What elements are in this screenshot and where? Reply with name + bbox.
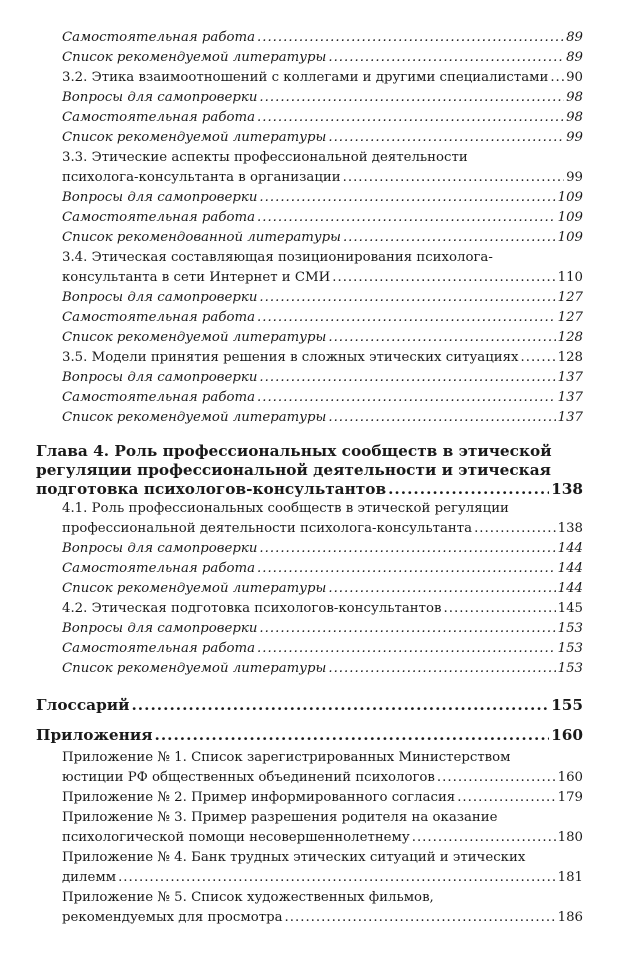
- dot-leader: [550, 68, 564, 88]
- dot-leader: [259, 368, 555, 388]
- entry-title: Самостоятельная работа: [62, 110, 255, 125]
- chapter-entry[interactable]: [36, 693, 583, 718]
- page-number: 127: [557, 290, 583, 305]
- entry-title: 3.2. Этика взаимоотношений с коллегами и другими специалистами: [62, 70, 549, 85]
- dot-leader: [328, 128, 564, 148]
- toc-entry[interactable]: [62, 48, 583, 68]
- entry-title-line: Глава 4. Роль профессиональных сообществ в этической: [36, 442, 552, 460]
- dot-leader: [259, 288, 555, 308]
- entry-title: психологической помощи несовершеннолетнему: [62, 830, 410, 845]
- entry-title-line: 3.3. Этические аспекты профессиональной деятельности: [62, 150, 468, 165]
- entry-title: Список рекомендуемой литературы: [62, 130, 327, 145]
- dot-leader: [328, 328, 555, 348]
- toc-entry[interactable]: [62, 808, 583, 848]
- page-number: 99: [566, 130, 583, 145]
- dot-leader: [155, 723, 550, 748]
- dot-leader: [388, 480, 549, 499]
- toc-entry[interactable]: [62, 128, 583, 148]
- dot-leader: [257, 308, 556, 328]
- dot-leader: [285, 908, 556, 928]
- entry-title: Список рекомендуемой литературы: [62, 410, 327, 425]
- dot-leader: [259, 619, 555, 639]
- page-number: 137: [557, 370, 583, 385]
- dot-leader: [521, 348, 556, 368]
- toc-entry[interactable]: [62, 539, 583, 559]
- dot-leader: [343, 168, 564, 188]
- entry-title: Глоссарий: [36, 696, 130, 714]
- entry-title: 4.2. Этическая подготовка психологов-консультантов: [62, 601, 442, 616]
- page-number: 137: [557, 390, 583, 405]
- entry-title: Вопросы для самопроверки: [62, 370, 258, 385]
- page-number: 144: [557, 541, 583, 556]
- toc-entry[interactable]: [62, 348, 583, 368]
- dot-leader: [474, 519, 556, 539]
- toc-entry[interactable]: [62, 68, 583, 88]
- toc-entry[interactable]: [62, 108, 583, 128]
- entry-last-line: [62, 268, 583, 288]
- toc-entry[interactable]: [62, 248, 583, 288]
- entry-title: Вопросы для самопроверки: [62, 190, 258, 205]
- entry-title: консультанта в сети Интернет и СМИ: [62, 270, 331, 285]
- toc-entry[interactable]: [62, 308, 583, 328]
- entry-title-line: Приложение № 1. Список зарегистрированных Министерством: [62, 750, 511, 765]
- toc-entry[interactable]: [62, 848, 583, 888]
- entry-title-line: регуляции профессиональной деятельности и этическая: [36, 461, 551, 479]
- dot-leader: [444, 599, 556, 619]
- page-number: 180: [557, 830, 583, 845]
- entry-title: Самостоятельная работа: [62, 30, 255, 45]
- page-number: 153: [557, 661, 583, 676]
- entry-title-line: Приложение № 4. Банк трудных этических ситуаций и этических: [62, 850, 526, 865]
- entry-title: Самостоятельная работа: [62, 210, 255, 225]
- dot-leader: [118, 868, 556, 888]
- dot-leader: [257, 388, 556, 408]
- toc-entry[interactable]: [62, 28, 583, 48]
- dot-leader: [257, 108, 564, 128]
- page-number: 153: [557, 641, 583, 656]
- dot-leader: [257, 639, 556, 659]
- toc-entry[interactable]: [62, 88, 583, 108]
- entry-last-line: [62, 868, 583, 888]
- entry-title: Самостоятельная работа: [62, 561, 255, 576]
- dot-leader: [412, 828, 556, 848]
- entry-title: 3.5. Модели принятия решения в сложных этических ситуациях: [62, 350, 519, 365]
- dot-leader: [131, 693, 549, 718]
- entry-title-line: Приложение № 3. Пример разрешения родителя на оказание: [62, 810, 498, 825]
- page-number: 109: [557, 210, 583, 225]
- toc-entry[interactable]: [62, 559, 583, 579]
- page-number: 160: [557, 770, 583, 785]
- page-number: 138: [557, 521, 583, 536]
- entry-title: рекомендуемых для просмотра: [62, 910, 283, 925]
- entry-title-line: Приложение № 5. Список художественных фильмов,: [62, 890, 434, 905]
- page-number: 127: [557, 310, 583, 325]
- dot-leader: [259, 188, 555, 208]
- table-of-contents: [36, 28, 583, 928]
- toc-entry[interactable]: [62, 579, 583, 599]
- page-number: 155: [551, 696, 583, 714]
- entry-title: Вопросы для самопроверки: [62, 90, 258, 105]
- page-number: 89: [566, 30, 583, 45]
- dot-leader: [257, 208, 556, 228]
- page-number: 109: [557, 230, 583, 245]
- dot-leader: [437, 768, 556, 788]
- entry-title: Список рекомендуемой литературы: [62, 661, 327, 676]
- entry-title: Список рекомендуемой литературы: [62, 330, 327, 345]
- dot-leader: [257, 559, 556, 579]
- entry-title: юстиции РФ общественных объединений психологов: [62, 770, 435, 785]
- page-number: 145: [557, 601, 583, 616]
- toc-entry[interactable]: [62, 328, 583, 348]
- dot-leader: [328, 408, 555, 428]
- toc-entry[interactable]: [62, 599, 583, 619]
- page-number: 138: [551, 480, 583, 498]
- page-number: 90: [566, 70, 583, 85]
- entry-title: дилемм: [62, 870, 117, 885]
- toc-entry[interactable]: [62, 188, 583, 208]
- toc-entry[interactable]: [62, 659, 583, 679]
- dot-leader: [328, 659, 555, 679]
- entry-last-line: [62, 168, 583, 188]
- spacer: [36, 679, 583, 693]
- toc-entry[interactable]: [62, 288, 583, 308]
- dot-leader: [259, 539, 555, 559]
- dot-leader: [457, 788, 555, 808]
- dot-leader: [343, 228, 556, 248]
- entry-title: Приложения: [36, 726, 153, 744]
- page-number: 128: [557, 330, 583, 345]
- entry-title: Вопросы для самопроверки: [62, 290, 258, 305]
- toc-entry[interactable]: [62, 228, 583, 248]
- spacer: [36, 428, 583, 442]
- toc-entry[interactable]: [62, 788, 583, 808]
- toc-entry[interactable]: [62, 368, 583, 388]
- page-number: 109: [557, 190, 583, 205]
- toc-entry[interactable]: [62, 499, 583, 539]
- dot-leader: [259, 88, 564, 108]
- entry-last-line: [62, 908, 583, 928]
- dot-leader: [328, 48, 564, 68]
- toc-entry[interactable]: [62, 388, 583, 408]
- toc-entry[interactable]: [62, 888, 583, 928]
- entry-title: подготовка психологов-консультантов: [36, 480, 387, 498]
- dot-leader: [328, 579, 555, 599]
- page-number: 144: [557, 561, 583, 576]
- entry-last-line: [62, 519, 583, 539]
- entry-title-line: 3.4. Этическая составляющая позиционирования психолога-: [62, 250, 493, 265]
- entry-title: Список рекомендуемой литературы: [62, 50, 327, 65]
- toc-entry[interactable]: [62, 408, 583, 428]
- entry-title: Самостоятельная работа: [62, 390, 255, 405]
- page-number: 128: [557, 350, 583, 365]
- page-number: 186: [557, 910, 583, 925]
- page-number: 98: [566, 90, 583, 105]
- entry-title: Вопросы для самопроверки: [62, 621, 258, 636]
- page-number: 110: [557, 270, 583, 285]
- entry-title: Приложение № 2. Пример информированного согласия: [62, 790, 456, 805]
- chapter-entry[interactable]: [36, 723, 583, 748]
- entry-last-line: [36, 480, 583, 499]
- entry-title: Вопросы для самопроверки: [62, 541, 258, 556]
- entry-title: профессиональной деятельности психолога-консультанта: [62, 521, 473, 536]
- toc-entry[interactable]: [62, 208, 583, 228]
- dot-leader: [257, 28, 564, 48]
- page-number: 181: [557, 870, 583, 885]
- dot-leader: [332, 268, 555, 288]
- toc-entry[interactable]: [62, 148, 583, 188]
- entry-title: Самостоятельная работа: [62, 310, 255, 325]
- entry-title-line: 4.1. Роль профессиональных сообществ в этической регуляции: [62, 501, 509, 516]
- entry-title: Самостоятельная работа: [62, 641, 255, 656]
- page-number: 144: [557, 581, 583, 596]
- page-number: 179: [557, 790, 583, 805]
- page-number: 137: [557, 410, 583, 425]
- toc-entry[interactable]: [62, 748, 583, 788]
- page-number: 153: [557, 621, 583, 636]
- entry-last-line: [62, 768, 583, 788]
- toc-entry[interactable]: [62, 639, 583, 659]
- chapter-entry[interactable]: [36, 442, 583, 499]
- page-number: 99: [566, 170, 583, 185]
- entry-title: Список рекомендуемой литературы: [62, 581, 327, 596]
- entry-last-line: [62, 828, 583, 848]
- entry-title: психолога-консультанта в организации: [62, 170, 341, 185]
- page-number: 89: [566, 50, 583, 65]
- entry-title: Список рекомендованной литературы: [62, 230, 341, 245]
- page-number: 160: [551, 726, 583, 744]
- page-number: 98: [566, 110, 583, 125]
- toc-entry[interactable]: [62, 619, 583, 639]
